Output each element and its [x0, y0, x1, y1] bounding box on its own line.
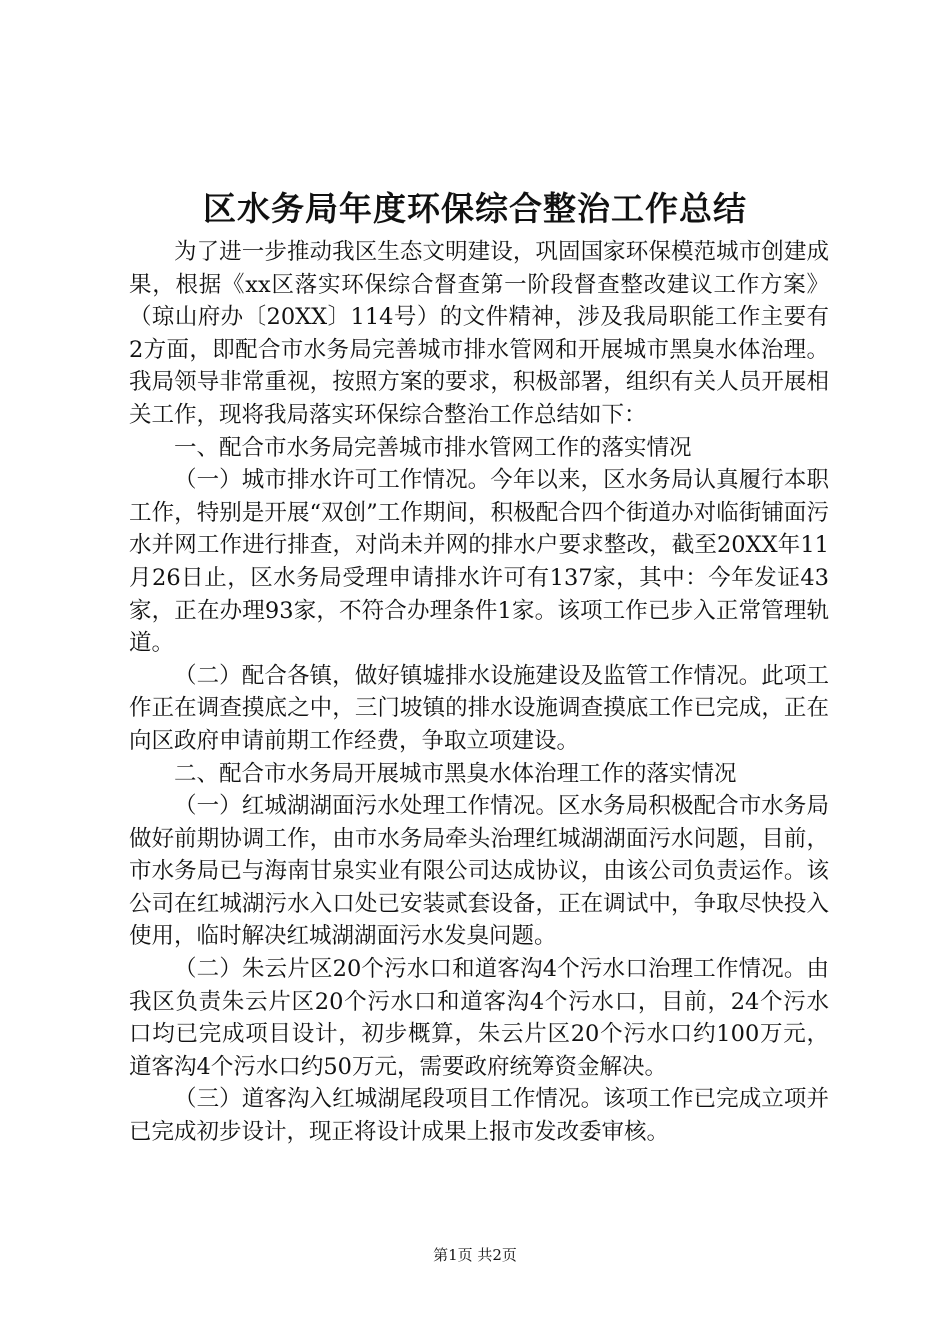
- intro-paragraph: 为了进一步推动我区生态文明建设，巩固国家环保模范城市创建成果，根据《xx区落实环保综合督查第一阶段督查整改建议工作方案》（琼山府办〔20XX〕114号）的文件精神，涉及我局职能工作主要有2方面，即配合市水务局完善城市排水管网和开展城市黑臭水体治理。我局领导非常重视，按照方案的要求，积极部署，组织有关人员开展相关工作，现将我局落实环保综合整治工作总结如下：: [129, 239, 829, 428]
- section-heading-2: 二、配合市水务局开展城市黑臭水体治理工作的落实情况: [174, 760, 737, 787]
- section-1-item-1: （一）城市排水许可工作情况。今年以来，区水务局认真履行本职工作，特别是开展“双创”工作期间，积极配合四个街道办对临街铺面污水并网工作进行排查，对尚未并网的排水户要求整改，截至20XX年11月26日止，区水务局受理申请排水许可有137家，其中：今年发证43家，正在办理93家，不符合办理条件1家。该项工作已步入正常管理轨道。: [129, 467, 829, 657]
- document-title: 区水务局年度环保综合整治工作总结: [203, 189, 747, 228]
- section-heading-1: 一、配合市水务局完善城市排水管网工作的落实情况: [174, 434, 692, 461]
- section-1-item-2: （二）配合各镇，做好镇墟排水设施建设及监管工作情况。此项工作正在调查摸底之中，三门坡镇的排水设施调查摸底工作已完成，正在向区政府申请前期工作经费，争取立项建设。: [129, 662, 829, 754]
- section-2-item-2: （二）朱云片区20个污水口和道客沟4个污水口治理工作情况。由我区负责朱云片区20个污水口和道客沟4个污水口，目前，24个污水口均已完成项目设计，初步概算，朱云片区20个污水口约100万元，道客沟4个污水口约50万元，需要政府统筹资金解决。: [129, 956, 829, 1080]
- page-number-footer: 第1页 共2页: [433, 1246, 517, 1264]
- section-2-item-3: （三）道客沟入红城湖尾段项目工作情况。该项工作已完成立项并已完成初步设计，现正将设计成果上报市发改委审核。: [129, 1086, 829, 1146]
- section-2-item-1: （一）红城湖湖面污水处理工作情况。区水务局积极配合市水务局做好前期协调工作，由市水务局牵头治理红城湖湖面污水问题，目前，市水务局已与海南甘泉实业有限公司达成协议，由该公司负责运作。该公司在红城湖污水入口处已安装贰套设备，正在调试中，争取尽快投入使用，临时解决红城湖湖面污水发臭问题。: [129, 793, 829, 950]
- document-body: [129, 236, 829, 1149]
